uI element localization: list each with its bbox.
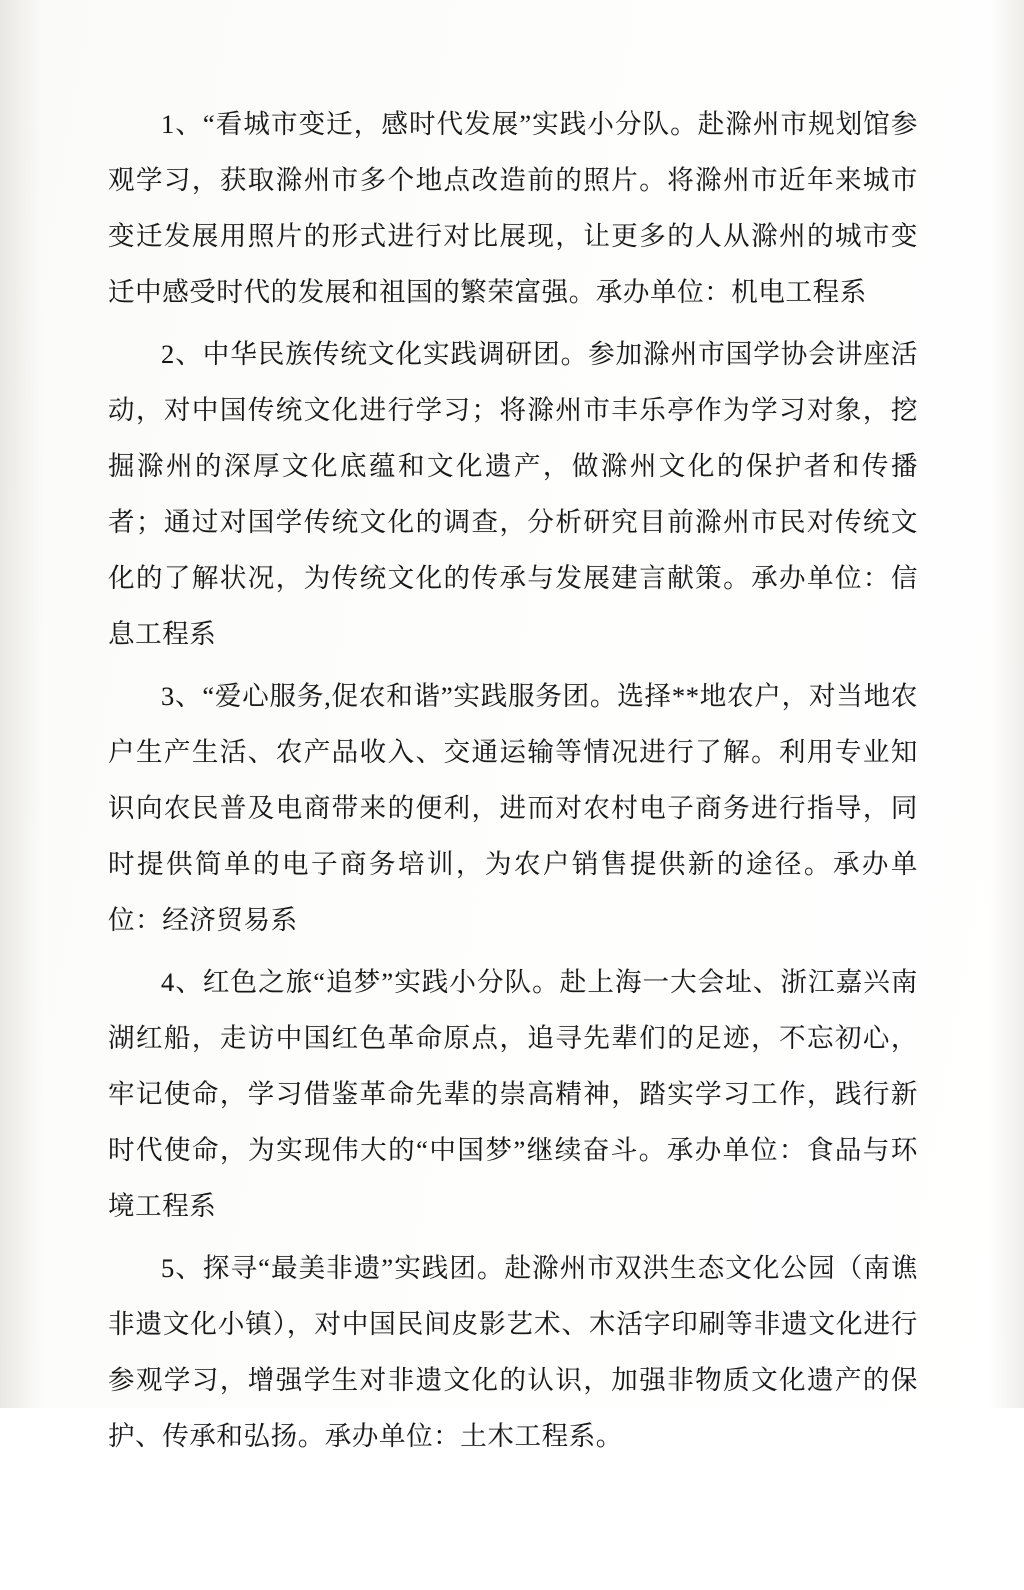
paragraph-item-2: 2、中华民族传统文化实践调研团。参加滁州市国学协会讲座活动，对中国传统文化进行学习；将滁州市丰乐亭作为学习对象，挖掘滁州的深厚文化底蕴和文化遗产，做滁州文化的保护者和传播者；通过对国学传统文化的调查，分析研究目前滁州市民对传统文化的了解状况，为传统文化的传承与发展建言献策。承办单位：信息工程系 — [108, 339, 918, 649]
paragraph-item-5: 5、探寻“最美非遗”实践团。赴滁州市双洪生态文化公园（南谯非遗文化小镇），对中国民间皮影艺术、木活字印刷等非遗文化进行参观学习，增强学生对非遗文化的认识，加强非物质文化遗产的保护、传承和弘扬。承办单位：土木工程系。 — [108, 1253, 918, 1451]
paragraph-item-1: 1、“看城市变迁，感时代发展”实践小分队。赴滁州市规划馆参观学习，获取滁州市多个地点改造前的照片。将滁州市近年来城市变迁发展用照片的形式进行对比展现，让更多的人从滁州的城市变迁中感受时代的发展和祖国的繁荣富强。承办单位：机电工程系 — [108, 109, 918, 307]
page-bottom-margin — [108, 1470, 918, 1590]
document-body — [108, 96, 918, 1590]
paragraph-item-3: 3、“爱心服务,促农和谐”实践服务团。选择**地农户，对当地农户生产生活、农产品收入、交通运输等情况进行了解。利用专业知识向农民普及电商带来的便利，进而对农村电子商务进行指导，同时提供简单的电子商务培训，为农户销售提供新的途径。承办单位：经济贸易系 — [108, 681, 918, 935]
paragraph-item-4: 4、红色之旅“追梦”实践小分队。赴上海一大会址、浙江嘉兴南湖红船，走访中国红色革命原点，追寻先辈们的足迹，不忘初心，牢记使命，学习借鉴革命先辈的崇高精神，踏实学习工作，践行新时代使命，为实现伟大的“中国梦”继续奋斗。承办单位：食品与环境工程系 — [108, 967, 918, 1221]
